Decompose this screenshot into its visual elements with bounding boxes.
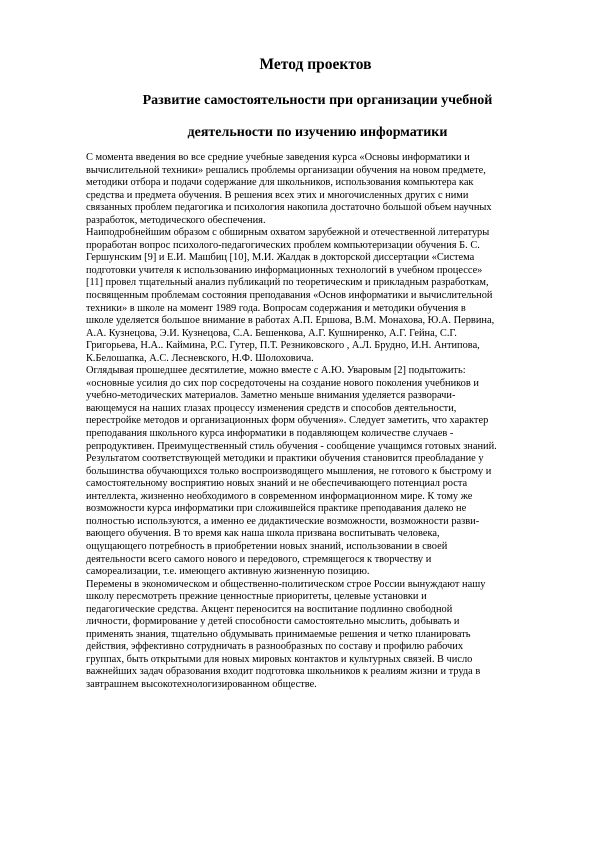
text-line: репродуктивен. Преимущественный стиль обучения - сообщение учащимся готовых знаний.	[86, 440, 497, 452]
text-line: большинства обучающихся только воспроизводящего мышления, не готового к быстрому и	[86, 465, 492, 477]
document-title: Метод проектов	[259, 56, 372, 73]
text-line: связанных проблем педагогика и психология накопила достаточно большой объем научных	[86, 202, 492, 214]
text-line: педагогические средства. Акцент переносится на воспитание подлинно свободной	[86, 603, 453, 615]
text-line: перестройке методов и организационных форм обучения». Следует заметить, что характер	[86, 415, 489, 427]
text-line: подготовки учителя к использованию информационных технологий в учебном процессе»	[86, 264, 483, 276]
text-line: проработан вопрос психолого-педагогических проблем компьютеризации обучения Б. С.	[86, 239, 480, 251]
text-line: деятельности всего самого нового и передового, стремящегося к творчеству и	[86, 553, 432, 565]
text-line: С момента введения во все средние учебные заведения курса «Основы информатики и	[86, 152, 470, 163]
text-line: Гершунским [9] и Е.И. Машбиц [10], М.И. Жалдак в докторской диссертации «Система	[86, 252, 475, 264]
text-line: вающего обучения. В то время как наша школа призвана воспитывать человека,	[86, 528, 440, 540]
text-line: школе уделяется большое внимание в работах А.П. Ершова, В.М. Монахова, Ю.А. Первина,	[86, 315, 495, 327]
text-line: посвященным проблемам состояния преподавания «Основ информатики и вычислительной	[86, 290, 493, 302]
text-line: Перемены в экономическом и общественно-политическом строе России вынуждают нашу	[86, 578, 486, 590]
text-line: техники» в школе на момент 1989 года. Вопросам содержания и методики обучения в	[86, 302, 466, 314]
text-line: [11] провел тщательный анализ публикаций по теоретическим и прикладным разработкам,	[86, 277, 489, 289]
text-line: группах, быть открытыми для новых мировых контактов и культурных связей. В число	[86, 653, 473, 665]
text-line: К.Белошапка, А.С. Лесневского, Н.Ф. Шолоховича.	[86, 352, 314, 364]
text-line: ощущающего потребность в приобретении новых знаний, использовании в своей	[86, 540, 448, 552]
text-line: Результатом соответствующей методики и практики обучения становится преобладание у	[86, 453, 484, 465]
text-line: полностью используются, а именно ее дидактические возможности, возможности разви-	[86, 515, 480, 527]
text-line: Оглядывая прошедшее десятилетие, можно вместе с А.Ю. Уваровым [2] подытожить:	[86, 365, 466, 377]
text-line: применять знания, тщательно обдумывать принимаемые решения и четко планировать	[86, 628, 471, 640]
text-line: действия, эффективно сотрудничать в разнообразных по составу и профилю рабочих	[86, 641, 464, 653]
text-line: завтрашнем высокотехнологизированном обществе.	[86, 678, 317, 690]
text-line: самостоятельному восприятию новых знаний и не обеспечивающего потенциал роста	[86, 478, 468, 490]
body-text	[86, 152, 548, 692]
text-line: разработок, методического обеспечения.	[86, 214, 266, 226]
text-line: преподавания школьного курса информатики в подавляющем количестве случаев -	[86, 428, 454, 440]
text-line: важнейших задач образования входит подготовка школьников к реалиям жизни и труда в	[86, 666, 481, 678]
text-line: школу пересмотреть прежние ценностные приоритеты, целевые установки и	[86, 591, 427, 603]
text-line: интеллекта, жизненно необходимого в современном информационном мире. К тому же	[86, 490, 473, 502]
text-line: личности, формирование у детей способности самостоятельно мыслить, добывать и	[86, 616, 460, 628]
text-line: вычислительной техники» решались проблемы организации обучения на новом предмете,	[86, 164, 486, 176]
document-subtitle-line-1: Развитие самостоятельности при организации учебной	[142, 93, 493, 108]
document-subtitle-line-2: деятельности по изучению информатики	[187, 125, 448, 140]
text-line: Григорьева, Н.А.. Каймина, Р.С. Гутер, П.Т. Резниковского , А.Л. Брудно, И.Н. Антипова,	[86, 340, 480, 352]
text-line: методики отбора и подачи содержание для школьников, использования компьютера как	[86, 177, 474, 189]
text-line: А.А. Кузнецова, Э.И. Кузнецова, С.А. Бешенкова, А.Г. Кушниренко, А.Г. Гейна, С.Г.	[86, 327, 457, 339]
text-line: самореализации, т.е. имеющего активную жизненную позицию.	[86, 566, 370, 578]
text-line: Наиподробнейшим образом с обширным охватом зарубежной и отечественной литературы	[86, 227, 490, 239]
text-line: возможности курса информатики при сложившейся практике преподавания далеко не	[86, 503, 467, 515]
text-line: средства и предмета обучения. В решения всех этих и многочисленных других с ними	[86, 189, 469, 201]
text-line: «основные усилия до сих пор сосредоточены на создание нового поколения учебников и	[86, 377, 479, 389]
text-line: учебно-методических материалов. Заметно меньше внимания уделяется разворачи-	[86, 390, 456, 402]
text-line: вающемуся на наших глазах процессу изменения средств и способов деятельности,	[86, 402, 457, 414]
